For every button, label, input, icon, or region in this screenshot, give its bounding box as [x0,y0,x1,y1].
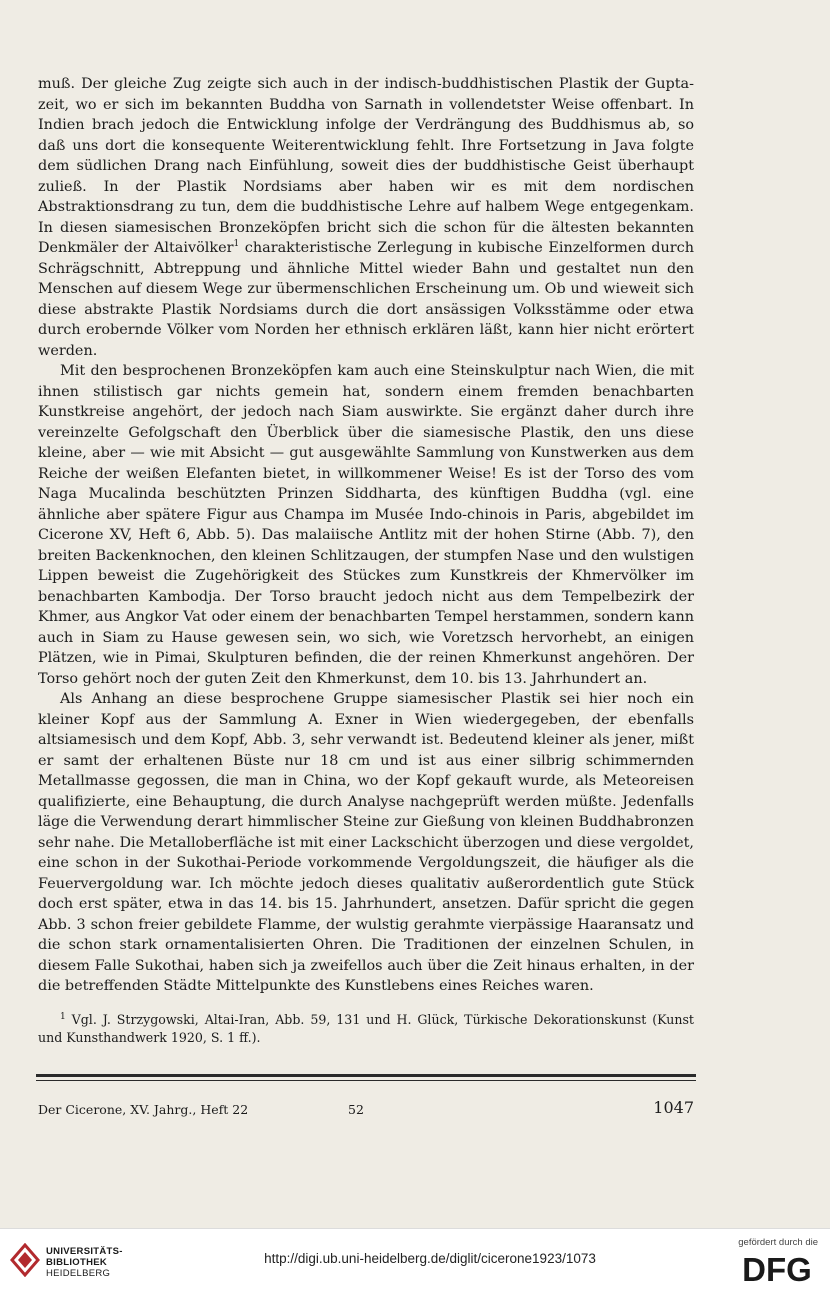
body-text [38,74,694,1047]
page-number: 1047 [653,1098,694,1117]
dfg-logo-text: DFG [742,1251,812,1285]
paragraph-1-text-continued: charakteristische Zerlegung in kubische Einzelformen durch Schrägschnitt, Abtreppung und ähnliche Mittel wieder Bahn und gestaltet nun den Menschen auf diesem Wege zur übermenschlichen Erscheinung um. Ob und wieweit sich diese abstrakte Plastik Nordsiams durch die dort ansässigen Volksstämme oder etwa durch erobernde Völker vom Norden her ethnisch erklären läßt, kann hier nicht erörtert werden. [38,240,694,359]
paragraph-1 [38,74,694,361]
paragraph-2: Mit den besprochenen Bronzeköpfen kam auch eine Steinskulptur nach Wien, die mit ihnen stilistisch gar nichts gemein hat, sondern einem fremden benachbarten Kunstkreise angehört, der jedoch nach Siam auswirkte. Sie ergänzt daher durch ihre vereinzelte Gefolgschaft den Überblick über die siamesische Plastik, den uns diese kleine, aber — wie mit Absicht — gut ausgewählte Sammlung von Kunstwerken aus dem Reiche der weißen Elefanten bietet, in willkommener Weise! Es ist der Torso des vom Naga Mucalinda beschützten Prinzen Siddharta, des künftigen Buddha (vgl. eine ähnliche aber spätere Figur aus Champa im Musée Indo-chinois in Paris, abgebildet im Cicerone XV, Heft 6, Abb. 5). Das malaiische Antlitz mit der hohen Stirne (Abb. 7), den breiten Backenknochen, den kleinen Schlitzaugen, der stumpfen Nase und den wulstigen Lippen beweist die Zugehörigkeit des Stückes zum Kunstkreis der Khmervölker im benachbarten Kambodja. Der Torso braucht jedoch nicht aus dem Tempelbezirk der Khmer, aus Angkor Vat oder einem der benachbarten Tempel herstammen, sondern kann auch in Siam zu Hause gewesen sein, wo sich, wie Voretzsch hervorhebt, an einigen Plätzen, wie in Pimai, Skulpturen befinden, die der reinen Khmerkunst angehören. Der Torso gehört noch der guten Zeit den Khmerkunst, dem 10. bis 13. Jahrhundert an. [38,363,694,687]
library-name-line-1: UNIVERSITÄTS- [46,1246,123,1257]
page-footer [38,1098,694,1122]
permalink-url[interactable]: http://digi.ub.uni-heidelberg.de/diglit/cicerone1923/1073 [264,1251,596,1266]
ub-heidelberg-logo-icon[interactable] [10,1243,40,1277]
library-name-line-2: BIBLIOTHEK [46,1257,108,1268]
footnote-text: Vgl. J. Strzygowski, Altai-Iran, Abb. 59, 131 und H. Glück, Türkische Dekorationskunst (Kunst und Kunsthandwerk 1920, S. 1 ff.). [38,1011,694,1045]
library-name-line-3: HEIDELBERG [46,1268,111,1279]
paragraph-3: Als Anhang an diese besprochene Gruppe siamesischer Plastik sei hier noch ein kleiner Kopf aus der Sammlung A. Exner in Wien wiedergegeben, der ebenfalls altsiamesisch und dem Kopf, Abb. 3, sehr verwandt ist. Bedeutend kleiner als jener, mißt er samt der erhaltenen Büste nur 18 cm und ist aus einer silbrig schimmernden Metallmasse gegossen, die man in China, wo der Kopf gekauft wurde, als Meteoreisen qualifizierte, eine Behauptung, die durch Analyse nachgeprüft werden müßte. Jedenfalls läge die Verwendung derart himmlischer Steine zur Gießung von kleinen Buddhabronzen sehr nahe. Die Metalloberfläche ist mit einer Lackschicht überzogen und diese vergoldet, eine schon in der Sukothai-Periode vorkommende Vergoldungszeit, die häufiger als die Feuervergoldung war. Ich möchte jedoch dieses qualitativ außerordentlich gute Stück doch erst später, etwa in das 14. bis 15. Jahrhundert, ansetzen. Dafür spricht die gegen Abb. 3 schon freier gebildete Flamme, der wulstig gerahmte vierpässige Haaransatz und die schon stark ornamentalisierten Ohren. Die Traditionen der einzelnen Schulen, in diesem Falle Sukothai, haben sich ja zweifellos auch über die Zeit hinaus erhalten, in der die betreffenden Städte Mittelpunkte des Kunstlebens eines Reiches waren. [38,691,694,994]
footer-rule-thin [36,1080,696,1081]
footer-rule-thick [36,1074,696,1077]
digitization-banner [0,1228,830,1294]
footnote [38,1011,694,1047]
footnote-mark: 1 [60,1011,66,1022]
journal-reference: Der Cicerone, XV. Jahrg., Heft 22 [38,1102,249,1117]
footnote-reference[interactable]: 1 [233,239,240,250]
issue-page-number: 52 [348,1102,364,1117]
dfg-logo-icon[interactable] [738,1251,816,1285]
paragraph-1-text: muß. Der gleiche Zug zeigte sich auch in der indisch-buddhistischen Plastik der Gupta-zeit, wo er sich im bekannten Buddha von Sarnath in vollendetster Weise offenbart. In Indien brach jedoch die Entwicklung infolge der Verdrängung des Buddhismus ab, so daß uns dort die konsequente Weiterentwicklung fehlt. Ihre Fortsetzung in Java folgte dem südlichen Drang nach Einfühlung, soweit dies der buddhistische Geist überhaupt zuließ. In der Plastik Nordsiams aber haben wir es mit dem nordischen Abstraktionsdrang zu tun, dem die buddhistische Lehre auf halbem Wege entgegenkam. In diesen siamesischen Bronzeköpfen bricht sich die schon für die ältesten bekannten Denkmäler der Altaivölker [38,76,694,256]
library-name[interactable] [46,1246,123,1279]
funding-caption: gefördert durch die [738,1237,818,1248]
